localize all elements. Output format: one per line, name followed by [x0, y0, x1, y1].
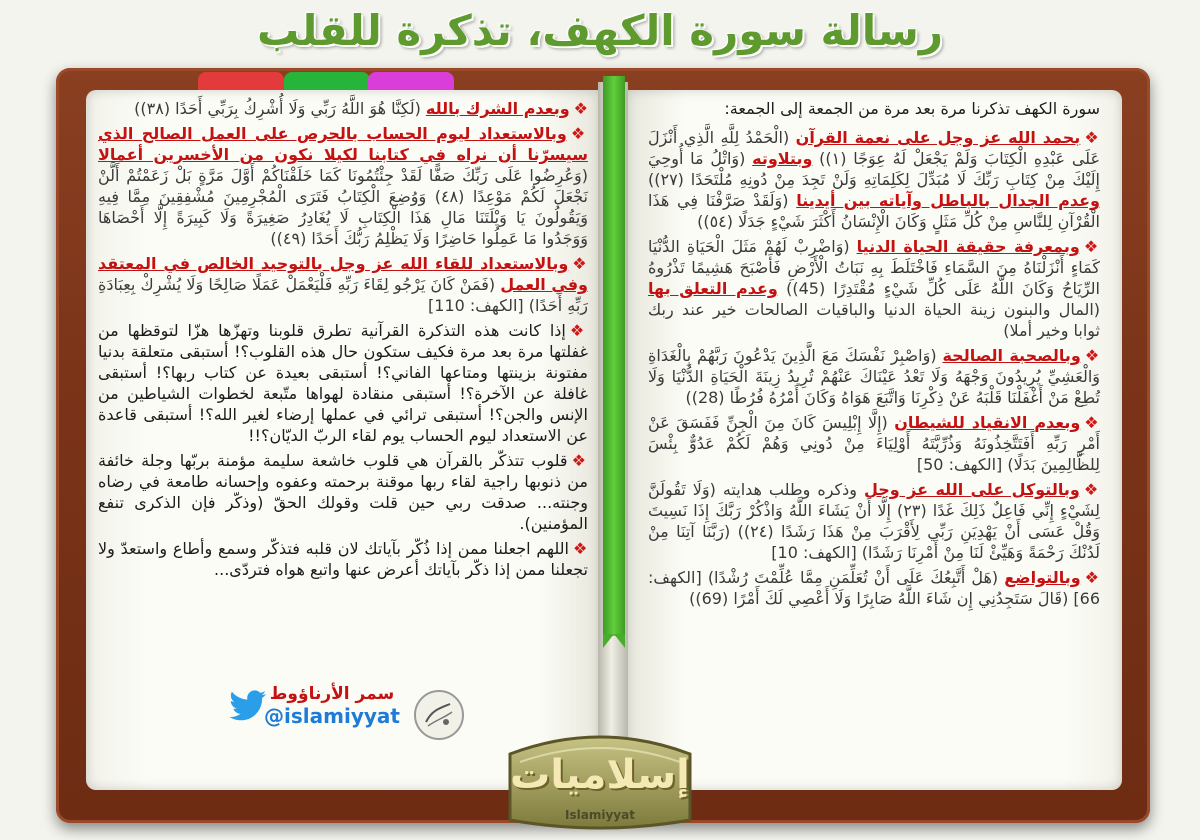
item-text: إذا كانت هذه التذكرة القرآنية تطرق قلوبنا وتهزّها هزّا لتوقظها من غفلتها مرة بعد مرة فكيف ستكون حال هذه القلوب؟! أستبقى متعلقة بدنيا مفتونة بزينتها ومتاعها الفاني؟! أستبقى بعيدة عن كتاب ربها؟! أستبقى غافلة عن الآخرة؟! أستبقى منقادة لهواها متّبعة لخطوات الشياطين من الإنس والجن؟! أستبقى ترائي في عملها إرضاء لغير الله؟! أستبقى قاعدة عن الاستعداد ليوم الحساب يوم لقاء الربّ الديّان؟!!	[98, 321, 588, 445]
item-heading: وبالاستعداد ليوم الحساب بالحرص على العمل الصالح الذي سيسرّنا أن نراه في كتابنا لكيلا نكون من الأخسرين أعمالا	[98, 124, 588, 164]
item-text: (الْحَمْدُ لِلَّهِ الَّذِي أَنْزَلَ عَلَى عَبْدِهِ الْكِتَابَ وَلَمْ يَجْعَلْ لَهُ عِوَجًا (١))	[648, 128, 1100, 168]
logo-latin: Islamiyyat	[565, 808, 635, 822]
page-title: رسالة سورة الكهف، تذكرة للقلب	[256, 6, 943, 55]
item-heading: وعدم التعلق بها	[648, 279, 778, 298]
ribbon-tip	[603, 634, 625, 648]
bullet-icon: ❖	[1084, 413, 1100, 432]
bookmark-tab-pink	[368, 72, 454, 92]
bullet-icon: ❖	[570, 124, 589, 143]
logo-arabic: إسلاميات	[510, 752, 690, 798]
item-text: (إِلَّا إِبْلِيسَ كَانَ مِنَ الْجِنِّ فَفَسَقَ عَنْ أَمْرِ رَبِّهِ أَفَتَتَّخِذُونَهُ وَذُرِّيَّتَهُ أَوْلِيَاءَ مِنْ دُونِي وَهُمْ لَكُمْ عَدُوٌّ بِئْسَ لِلظَّالِمِينَ بَدَلًا) [الكهف: 50]	[648, 413, 1100, 474]
right-column	[648, 98, 1100, 613]
item-heading: وبالاستعداد للقاء الله عز وجل بالتوحيد الخالص في المعتقد وفي العمل	[98, 254, 588, 294]
item-text: وذكره وطلب هدايته (وَلَا تَقُولَنَّ لِشَيْءٍ إِنِّي فَاعِلٌ ذَلِكَ غَدًا (٢٣) إِلَّا أَنْ يَشَاءَ اللَّهُ وَاذْكُرْ رَبَّكَ إِذَا نَسِيتَ وَقُلْ عَسَى أَنْ يَهْدِيَنِ رَبِّي لِأَقْرَبَ مِنْ هَذَا رَشَدًا (٢٤)) (رَبَّنَا آتِنَا مِنْ لَدُنْكَ رَحْمَةً وَهَيِّئْ لَنَا مِنْ أَمْرِنَا رَشَدًا) [الكهف: 10]	[648, 480, 1101, 562]
item-heading: وبعدم الانقياد للشيطان	[894, 413, 1081, 432]
signature	[240, 684, 424, 728]
list-item	[98, 123, 588, 249]
twitter-handle[interactable]: @islamiyyat	[264, 704, 400, 728]
list-item	[98, 450, 588, 534]
list-item	[98, 538, 588, 580]
item-heading: وبتلاوته	[752, 149, 813, 168]
item-heading: وبعدم الشرك بالله	[425, 99, 570, 118]
bullet-icon: ❖	[1084, 128, 1101, 147]
list-item	[648, 412, 1100, 475]
list-item	[648, 236, 1100, 341]
item-text: (وَاصْبِرْ نَفْسَكَ مَعَ الَّذِينَ يَدْعُونَ رَبَّهُمْ بِالْغَدَاةِ وَالْعَشِيِّ يُرِيدُونَ وَجْهَهُ وَلَا تَعْدُ عَيْنَاكَ عَنْهُمْ تُرِيدُ زِينَةَ الْحَيَاةِ الدُّنْيَا وَلَا تُطِعْ مَنْ أَغْفَلْنَا قَلْبَهُ عَنْ ذِكْرِنَا وَاتَّبَعَ هَوَاهُ وَكَانَ أَمْرُهُ فُرُطًا (28))	[648, 346, 1100, 407]
author-name: سمر الأرناؤوط	[269, 684, 395, 704]
bullet-icon: ❖	[1084, 346, 1100, 365]
bullet-icon: ❖	[1083, 237, 1101, 256]
item-text: (وَلَقَدْ صَرَّفْنَا فِي هَذَا الْقُرْآنِ لِلنَّاسِ مِنْ كُلِّ مَثَلٍ وَكَانَ الْإِنْسَانُ أَكْثَرَ شَيْءٍ جَدَلًا (٥٤))	[648, 191, 1100, 231]
item-heading: بحمد الله عز وجل على نعمة القرآن	[795, 128, 1081, 147]
bookmark-ribbon	[603, 76, 625, 636]
left-column	[98, 98, 588, 584]
item-text: (فَمَنْ كَانَ يَرْجُو لِقَاءَ رَبِّهِ فَلْيَعْمَلْ عَمَلًا صَالِحًا وَلَا يُشْرِكْ بِعِبَادَةِ رَبِّهِ أَحَدًا) [الكهف: 110]	[98, 275, 588, 315]
intro-text: سورة الكهف تذكرنا مرة بعد مرة من الجمعة إلى الجمعة:	[724, 99, 1100, 118]
bullet-icon: ❖	[1083, 480, 1101, 499]
item-text: (وَاتْلُ مَا أُوحِيَ إِلَيْكَ مِنْ كِتَابِ رَبِّكَ لَا مُبَدِّلَ لِكَلِمَاتِهِ وَلَنْ تَجِدَ مِنْ دُونِهِ مُلْتَحَدًا (٢٧))	[648, 149, 1100, 189]
item-text: (المال والبنون زينة الحياة الدنيا والباقيات الصالحات خير عند ربك ثوابا وخير أملا)	[648, 300, 1100, 340]
list-item	[648, 127, 1100, 232]
item-heading: وعدم الجدال بالباطل وآياته بين أيدينا	[796, 191, 1100, 210]
item-heading: وبمعرفة حقيقة الحياة الدنيا	[856, 237, 1080, 256]
list-item	[98, 253, 588, 316]
item-heading: وبالتواضع	[1004, 568, 1081, 587]
item-heading: وبالتوكل على الله عز وجل	[863, 480, 1080, 499]
list-item	[648, 345, 1100, 408]
list-item	[648, 479, 1100, 563]
item-heading: وبالصحبة الصالحة	[942, 346, 1081, 365]
bullet-icon: ❖	[572, 254, 589, 273]
bullet-icon: ❖	[573, 99, 588, 118]
item-text: اللهم اجعلنا ممن إذا ذُكّر بآياتك لان قلبه فتذكّر وسمع وأطاع واستعدّ ولا تجعلنا ممن إذا ذكّر بآياتك أعرض عنها واتبع هواه فتردّى...	[98, 539, 588, 579]
item-text: (وَعُرِضُوا عَلَى رَبِّكَ صَفًّا لَقَدْ جِئْتُمُونَا كَمَا خَلَقْنَاكُمْ أَوَّلَ مَرَّةٍ بَلْ زَعَمْتُمْ أَلَّنْ نَجْعَلَ لَكُمْ مَوْعِدًا (٤٨) وَوُضِعَ الْكِتَابُ فَتَرَى الْمُجْرِمِينَ مُشْفِقِينَ مِمَّا فِيهِ وَيَقُولُونَ يَا وَيْلَتَنَا مَالِ هَذَا الْكِتَابِ لَا يُغَادِرُ صَغِيرَةً وَلَا كَبِيرَةً إِلَّا أَحْصَاهَا وَوَجَدُوا مَا عَمِلُوا حَاضِرًا وَلَا يَظْلِمُ رَبُّكَ أَحَدًا (٤٩))	[98, 166, 589, 248]
bullet-icon: ❖	[573, 539, 589, 558]
bullet-icon: ❖	[569, 321, 589, 340]
bullet-icon: ❖	[1084, 568, 1101, 587]
item-text: قلوب تتذكّر بالقرآن هي قلوب خاشعة سليمة مؤمنة بربّها وجلة خائفة من ذنوبها راجية لقاء ربها موقنة برحمته وعفوه وإحسانه طامعة في رضاه وجنته... صدقت ربي حين قلت وقولك الحقّ (وذكّر فإن الذكرى تنفع المؤمنين).	[98, 451, 588, 533]
item-text: (هَلْ أَتَّبِعُكَ عَلَى أَنْ تُعَلِّمَنِ مِمَّا عُلِّمْتَ رُشْدًا) [الكهف: 66] (قَالَ سَتَجِدُنِي إِن شَاءَ اللَّهُ صَابِرًا وَلَا أَعْصِي لَكَ أَمْرًا (69))	[648, 568, 1100, 608]
bullet-icon: ❖	[571, 451, 588, 470]
item-text: (لَكِنَّا هُوَ اللَّهُ رَبِّي وَلَا أُشْرِكُ بِرَبِّي أَحَدًا (٣٨))	[134, 99, 426, 118]
list-item	[98, 98, 588, 119]
bookmark-tab-green	[284, 72, 370, 92]
calligraphy-stamp-icon	[414, 690, 464, 740]
list-item	[648, 567, 1100, 609]
bookmark-tab-red	[198, 72, 284, 92]
item-text: (وَاضْرِبْ لَهُمْ مَثَلَ الْحَيَاةِ الدُّنْيَا كَمَاءٍ أَنْزَلْنَاهُ مِنَ السَّمَاءِ فَاخْتَلَطَ بِهِ نَبَاتُ الْأَرْضِ فَأَصْبَحَ هَشِيمًا تَذْرُوهُ الرِّيَاحُ وَكَانَ اللَّهُ عَلَى كُلِّ شَيْءٍ مُقْتَدِرًا (45))	[648, 237, 1100, 298]
list-item	[98, 320, 588, 446]
